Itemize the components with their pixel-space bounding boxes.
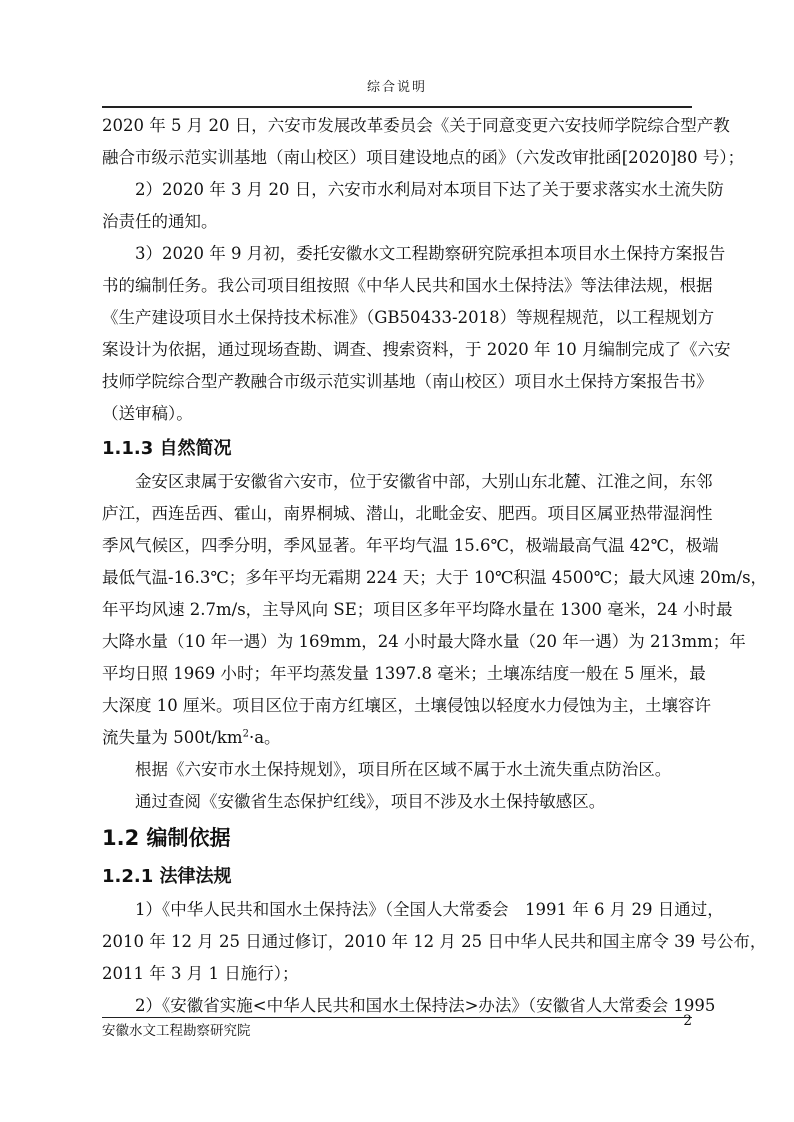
page-number: 2: [683, 1013, 692, 1029]
text-run: ·a。: [248, 728, 281, 747]
text-line: 2020 年 5 月 20 日，六安市发展改革委员会《关于同意变更六安技师学院综合型产教: [102, 116, 730, 135]
text-line: 《生产建设项目水土保持技术标准》（GB50433-2018）等规程规范，以工程规划方: [102, 308, 715, 327]
text-line: 金安区隶属于安徽省六安市，位于安徽省中部，大别山东北麓、江淮之间，东邻: [135, 472, 713, 491]
text-line: 平均日照 1969 小时；年平均蒸发量 1397.8 毫米；土壤冻结度一般在 5 厘米，最: [102, 664, 706, 683]
paragraph-3: [102, 238, 731, 430]
text-line: 1）《中华人民共和国水土保持法》（全国人大常委会 1991 年 6 月 29 日通过，: [135, 900, 724, 919]
text-line: [102, 722, 692, 754]
paragraph-7: [102, 894, 767, 990]
footer-rule: [102, 1017, 692, 1018]
text-line: 2010 年 12 月 25 日通过修订，2010 年 12 月 25 日中华人民共和国主席令 39 号公布，: [102, 932, 767, 951]
text-line: 3）2020 年 9 月初，委托安徽水文工程勘察研究院承担本项目水土保持方案报告: [135, 244, 726, 263]
text-line: 季风气候区，四季分明，季风显著。年平均气温 15.6℃，极端最高气温 42℃，极端: [102, 536, 719, 555]
heading-1-1-3: 1.1.3 自然简况: [102, 438, 232, 459]
paragraph-1: [102, 110, 745, 174]
text-line: 案设计为依据，通过现场查勘、调查、搜索资料，于 2020 年 10 月编制完成了《六安: [102, 340, 731, 359]
paragraph-5: [102, 754, 692, 786]
text-run: 流失量为 500t/km: [102, 728, 243, 747]
paragraph-6: [102, 786, 692, 818]
text-line: 大深度 10 厘米。项目区位于南方红壤区，土壤侵蚀以轻度水力侵蚀为主，土壤容许: [102, 696, 711, 715]
page-header-title: 综合说明: [366, 80, 427, 95]
text-line: 2011 年 3 月 1 日施行）；: [102, 964, 299, 983]
text-line: （送审稿）。: [102, 404, 193, 423]
text-line: 治责任的通知。: [102, 212, 218, 231]
text-line: 2）《安徽省实施<中华人民共和国水土保持法>办法》（安徽省人大常委会 1995: [135, 996, 716, 1015]
text-line: 书的编制任务。我公司项目组按照《中华人民共和国水土保持法》等法律法规，根据: [102, 276, 713, 295]
text-line: 2）2020 年 3 月 20 日，六安市水利局对本项目下达了关于要求落实水土流失防: [135, 180, 724, 199]
header-rule: [102, 106, 692, 108]
text-line: 根据《六安市水土保持规划》，项目所在区域不属于水土流失重点防治区。: [135, 760, 672, 779]
footer-organization: 安徽水文工程勘察研究院: [102, 1023, 251, 1039]
text-line: 年平均风速 2.7m/s，主导风向 SE；项目区多年平均降水量在 1300 毫米，24 小时最: [102, 600, 733, 619]
heading-1-2: 1.2 编制依据: [102, 826, 231, 850]
text-line: 通过查阅《安徽省生态保护红线》，项目不涉及水土保持敏感区。: [135, 792, 606, 811]
text-line: 庐江，西连岳西、霍山，南界桐城、潜山，北毗金安、肥西。项目区属亚热带湿润性: [102, 504, 713, 523]
text-line: 技师学院综合型产教融合市级示范实训基地（南山校区）项目水土保持方案报告书》: [102, 372, 713, 391]
text-line: 最低气温-16.3℃；多年平均无霜期 224 天；大于 10℃积温 4500℃；最大风速 20m/s，: [102, 568, 768, 587]
paragraph-2: [102, 174, 724, 238]
text-line: 融合市级示范实训基地（南山校区）项目建设地点的函》（六发改审批函[2020]80 号）；: [102, 148, 745, 167]
text-line: 大降水量（10 年一遇）为 169mm，24 小时最大降水量（20 年一遇）为 213mm；年: [102, 632, 746, 651]
superscript: 2: [242, 728, 249, 740]
heading-1-2-1: 1.2.1 法律法规: [102, 866, 232, 887]
document-body: [102, 110, 768, 1022]
paragraph-4: [102, 466, 768, 754]
